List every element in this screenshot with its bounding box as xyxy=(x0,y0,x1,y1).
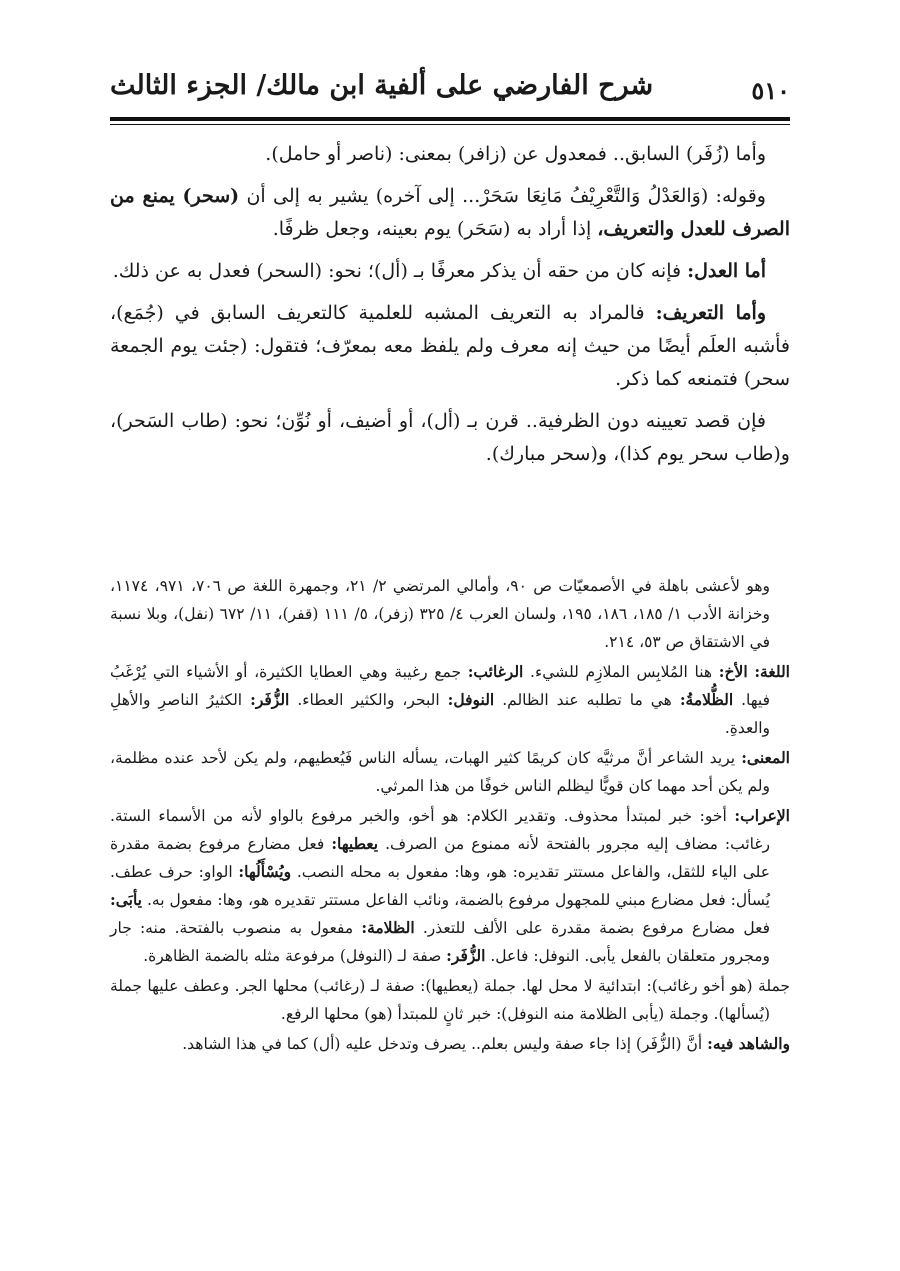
note-text: جمع رغيبة وهي العطايا الكثيرة، أو الأشياء التي يُرْغَبُ فيها. xyxy=(110,663,770,709)
paragraph-text: وقوله: (وَالعَدْلُ وَالتَّعْرِيْفُ مَانِعَا سَحَرْ... إلى آخره) يشير به إلى أن xyxy=(239,185,766,207)
bold-phrase: (سحر) يمنع من الصرف للعدل والتعريف، xyxy=(110,185,790,240)
note-label: الإعراب: xyxy=(734,806,790,825)
running-title: شرح الفارضي على ألفية ابن مالك/ الجزء الثالث xyxy=(110,70,654,101)
footnote-shahid xyxy=(110,1030,790,1058)
term: الرغائب: xyxy=(467,662,524,681)
term: الزُّفَر: xyxy=(250,690,290,709)
page-number: ٥١٠ xyxy=(751,76,790,105)
paragraph-tarif xyxy=(110,297,790,396)
note-text: البحر، والكثير العطاء. xyxy=(289,691,448,709)
paragraph-adl xyxy=(110,255,790,288)
footnotes xyxy=(110,572,790,1060)
note-text: هي ما تطلبه عند الظالم. xyxy=(494,691,680,709)
note-label: والشاهد فيه: xyxy=(707,1034,790,1053)
note-text: مفعول به منصوب بالفتحة. منه: جار ومجرور متعلقان بالفعل يأبى. النوفل: فاعل. xyxy=(110,919,770,965)
footnote-jumla: جملة (هو أخو رغائب): ابتدائية لا محل لها. جملة (يعطيها): صفة لـ (رغائب) محلها الجر. وعطف عليها جملة (يُسألها). وجملة (يأبى الظلامة منه النوفل): خبر ثانٍ للمبتدأ (هو) محلها الرفع. xyxy=(110,977,790,1023)
paragraph-text: فإنه كان من حقه أن يذكر معرفًا بـ (أل)؛ نحو: (السحر) فعدل به عن ذلك. xyxy=(112,260,688,282)
footnote-irab xyxy=(110,802,790,970)
bold-lead: أما العدل: xyxy=(687,260,766,282)
term: الظلامة: xyxy=(361,918,415,937)
paragraph-zufar: وأما (زُفَر) السابق.. فمعدول عن (زافر) بمعنى: (ناصر أو حامل). xyxy=(265,143,766,165)
term: الظُّلامةُ: xyxy=(679,690,734,709)
bold-lead: وأما التعريف: xyxy=(655,302,766,324)
page-header xyxy=(110,66,790,112)
note-text: أخو: خبر لمبتدأ محذوف. وتقدير الكلام: هو أخو، والخبر مرفوع بالواو لأنه من الأسماء الستة. رغائب: مضاف إليه مجرور بالفتحة لأنه ممنوع من الصرف. xyxy=(110,807,770,853)
footnote-sources: وهو لأعشى باهلة في الأصمعيّات ص ٩٠، وأمالي المرتضي ٢/ ٢١، وجمهرة اللغة ص ٧٠٦، ٩٧١، ١١٧٤، وخزانة الأدب ١/ ١٨٥، ١٨٦، ١٩٥، ولسان العرب ٤/ ٣٢٥ (زفر)، ٥/ ١١١ (قفر)، ١١/ ٦٧٢ (نفل)، وبلا نسبة في الاشتقاق ص ٥٣، ٢١٤. xyxy=(110,577,770,651)
note-text: أنَّ (الزُّفَر) إذا جاء صفة وليس بعلم.. يصرف وتدخل عليه (أل) كما في هذا الشاهد. xyxy=(182,1035,708,1053)
note-text: الواو: حرف عطف. يُسأل: فعل مضارع مبني للمجهول مرفوع بالضمة، ونائب الفاعل مستتر تقديره هو، وها: مفعول به. xyxy=(110,863,770,909)
term: يعطيها: xyxy=(331,834,379,853)
footnote-maana xyxy=(110,744,790,800)
paragraph-text: إذا أراد به (سَحَر) يوم بعينه، وجعل ظرفًا. xyxy=(272,218,598,240)
paragraph-text: فالمراد به التعريف المشبه للعلمية كالتعريف السابق في (جُمَع)، فأشبه العلَم أيضًا من حيث إنه معرف ولم يلفظ معه بمعرّف؛ فتقول: (جئت يوم الجمعة سحر) فتمنعه كما ذكر. xyxy=(110,302,790,390)
term: ويُسْأَلُها: xyxy=(238,862,292,881)
term: الزُّفَر: xyxy=(446,946,486,965)
footnote-lugha xyxy=(110,658,790,742)
paragraph-tayin: فإن قصد تعيينه دون الظرفية.. قرن بـ (أل)، أو أضيف، أو نُوِّن؛ نحو: (طاب السَحر)، و(طاب سحر يوم كذا)، و(سحر مبارك). xyxy=(110,410,790,465)
term: يأبَى: xyxy=(110,890,142,909)
note-text: فعل مضارع مرفوع بضمة مقدرة على الألف للتعذر. xyxy=(414,919,770,937)
note-text: صفة لـ (النوفل) مرفوعة مثله بالضمة الظاهرة. xyxy=(143,947,447,965)
header-rule-thin xyxy=(110,124,790,125)
term: النوفل: xyxy=(447,690,495,709)
header-rule-thick xyxy=(110,117,790,121)
note-text: الكثيرُ الناصرِ والأهلِ والعدةِ. xyxy=(110,691,770,737)
main-text xyxy=(110,138,790,480)
note-text: هنا المُلابِس الملازِم للشيء. xyxy=(523,663,719,681)
term: الأخ: xyxy=(718,662,748,681)
note-text: يريد الشاعر أنَّ مرثيَّه كان كريمًا كثير الهبات، يسأله الناس فَيُعطيهم، ولم يكن لأحد عنده مظلمة، ولم يكن أحد مهما كان قويًّا ليظلم الناس خوفًا من هذا المرثي. xyxy=(110,749,770,795)
paragraph-sahar-rule xyxy=(110,180,790,246)
note-label: اللغة: xyxy=(754,662,790,681)
note-label: المعنى: xyxy=(741,748,790,767)
note-text: فعل مضارع مرفوع بضمة مقدرة على الياء للثقل، والفاعل مستتر تقديره: هو، وها: مفعول به محله النصب. xyxy=(110,835,771,881)
